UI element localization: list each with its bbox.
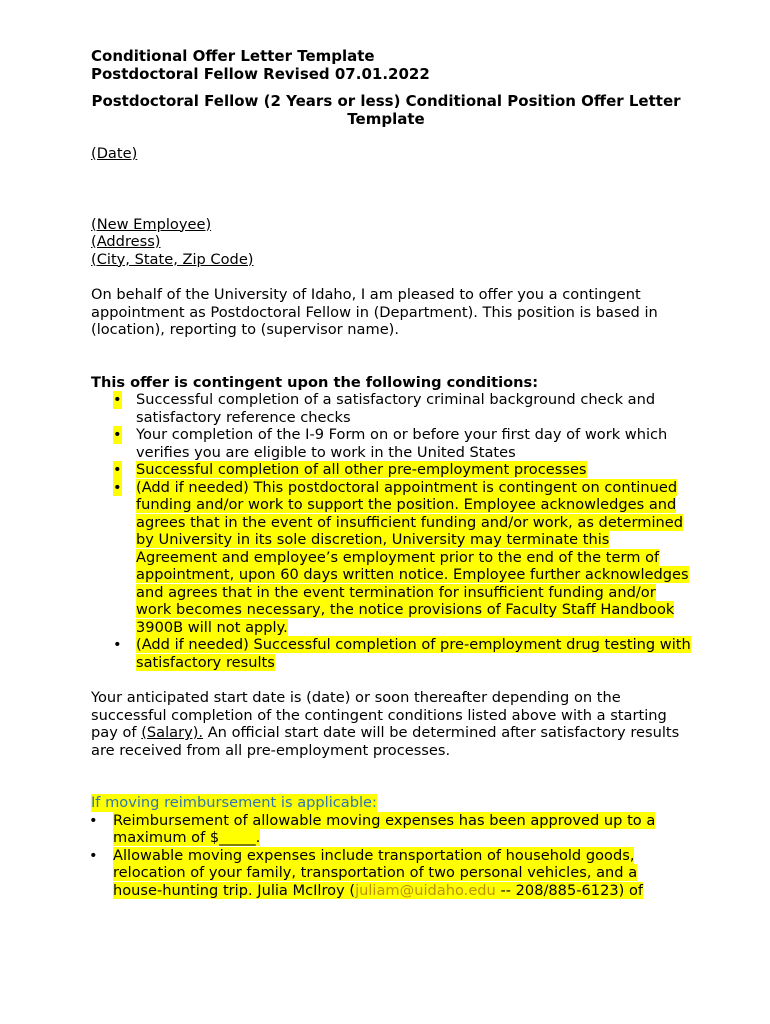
start-date-paragraph: Your anticipated start date is (date) or soon thereafter depending on the successful completion of the contingent conditions listed above with a starting pay of (Salary). An official start date will be determined after satisfactory results are received from all pre-employment processes. bbox=[91, 689, 680, 759]
date-placeholder: (Date) bbox=[91, 145, 138, 162]
list-item: • Reimbursement of allowable moving expenses has been approved up to a maximum of $_____. bbox=[89, 811, 656, 846]
recipient-block bbox=[91, 216, 691, 269]
bullet-icon: • bbox=[113, 461, 122, 478]
letter-page bbox=[91, 47, 691, 899]
list-item: • Successful completion of all other pre-employment processes bbox=[113, 461, 587, 478]
bullet-icon: • bbox=[113, 391, 122, 408]
bullet-icon: • bbox=[113, 636, 122, 653]
amount-blank: _____ bbox=[219, 829, 256, 846]
list-item: • (Add if needed) Successful completion of pre-employment drug testing with satisfactory results bbox=[113, 636, 691, 671]
bullet-icon: • bbox=[89, 846, 98, 864]
recipient-city: (City, State, Zip Code) bbox=[91, 250, 254, 268]
list-item: • Successful completion of a satisfactory criminal background check and satisfactory reference checks bbox=[113, 391, 656, 426]
salary-placeholder: (Salary). bbox=[141, 724, 204, 741]
conditions-heading: This offer is contingent upon the following conditions: bbox=[91, 373, 539, 391]
recipient-address: (Address) bbox=[91, 233, 161, 250]
header-line-2: Postdoctoral Fellow Revised 07.01.2022 bbox=[91, 65, 430, 83]
bullet-icon: • bbox=[113, 478, 122, 496]
contact-email-link[interactable]: juliam@uidaho.edu bbox=[355, 881, 496, 899]
list-item: • (Add if needed) This postdoctoral appointment is contingent on continued funding and/or work to support the position. Employee acknowledges and agrees that in the event of insufficient funding and/or work, as determined by University in its sole discretion, University may terminate this Agreement and employee’s employment prior to the end of the term of appointment, upon 60 days written notice. Employee further acknowledges and agrees that in the event termination for insufficient funding and/or work becomes necessary, the notice provisions of Faculty Staff Handbook 3900B will not apply. bbox=[113, 478, 689, 636]
intro-paragraph: On behalf of the University of Idaho, I am pleased to offer you a contingent appointment as Postdoctoral Fellow in (Department). This position is based in (location), reporting to (supervisor name). bbox=[91, 286, 658, 338]
moving-list bbox=[91, 812, 691, 900]
list-item: • Allowable moving expenses include transportation of household goods, relocation of your family, transportation of two personal vehicles, and a house-hunting trip. Julia McIlroy (juliam@uidaho.edu -- 208/885-6123) of bbox=[89, 846, 644, 899]
header-line-1: Conditional Offer Letter Template bbox=[91, 47, 375, 65]
bullet-icon: • bbox=[89, 811, 98, 829]
template-header bbox=[91, 47, 691, 83]
recipient-name: (New Employee) bbox=[91, 215, 212, 233]
moving-heading: If moving reimbursement is applicable: bbox=[91, 794, 377, 811]
list-item: • Your completion of the I-9 Form on or before your first day of work which verifies you are eligible to work in the United States bbox=[113, 426, 668, 461]
letter-title: Postdoctoral Fellow (2 Years or less) Conditional Position Offer Letter Template bbox=[91, 92, 681, 128]
bullet-icon: • bbox=[113, 426, 122, 443]
conditions-list bbox=[91, 391, 691, 671]
